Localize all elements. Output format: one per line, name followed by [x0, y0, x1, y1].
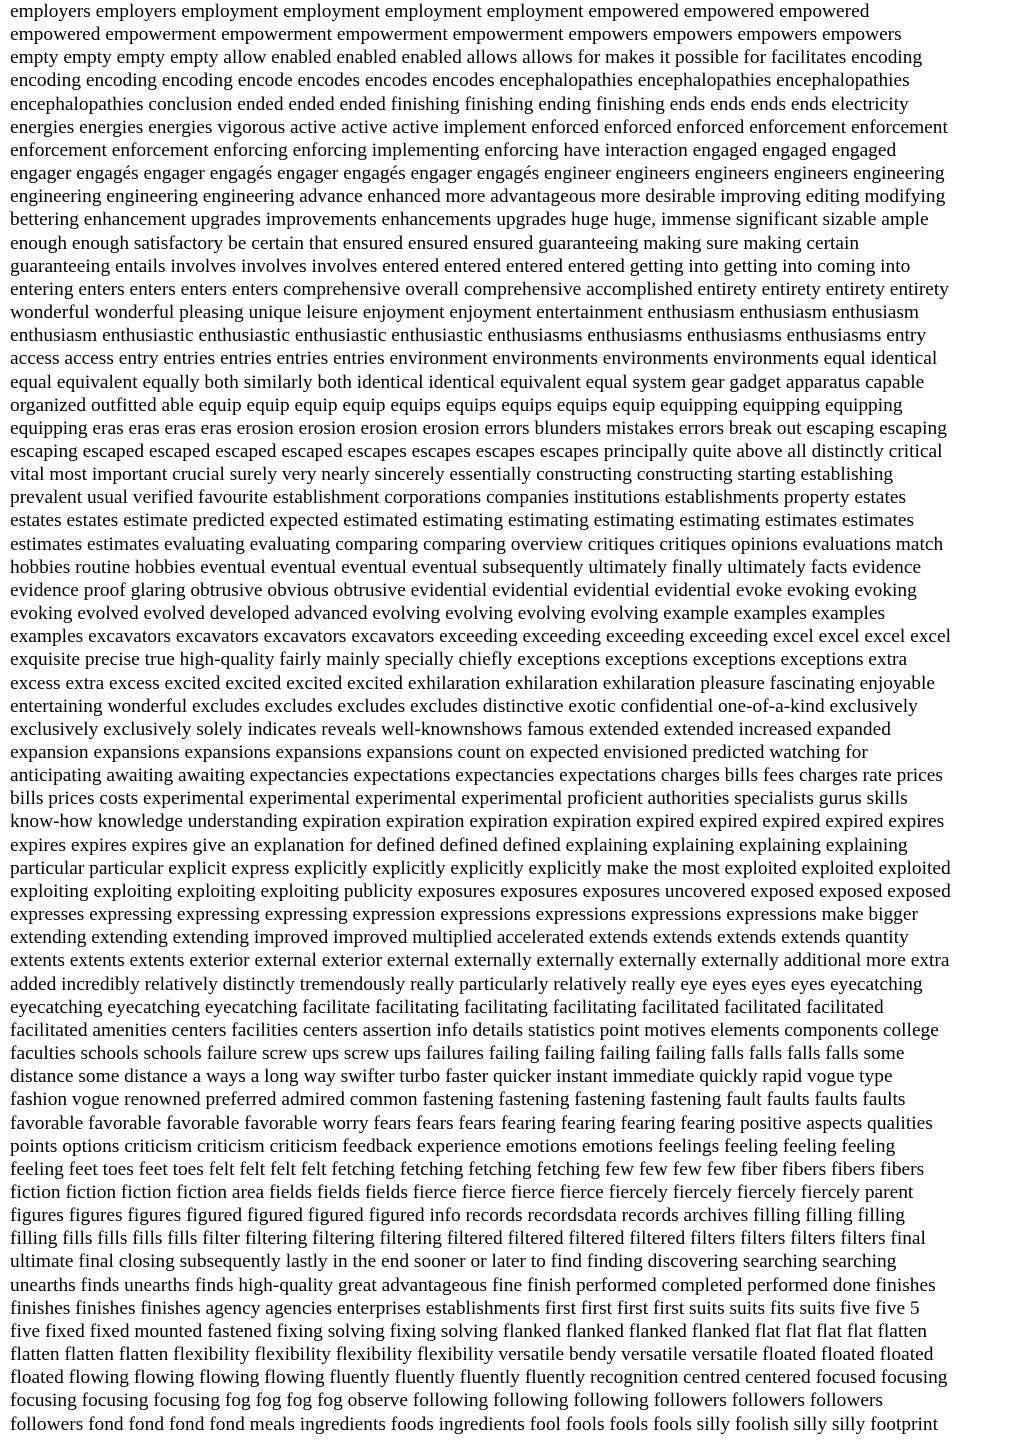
- text-line: evoking evolved evolved developed advanced evolving evolving evolving evolving example examples examples: [10, 603, 886, 625]
- text-line: energies energies energies vigorous active active active implement enforced enforced enforced enforcement enforcement: [10, 116, 948, 138]
- text-line: organized outfitted able equip equip equip equip equips equips equips equips equip equipping equipping equipping: [10, 394, 903, 416]
- text-line: encoding encoding encoding encode encodes encodes encodes encephalopathies encephalopathies encephalopathies: [10, 70, 910, 92]
- text-line: access access entry entries entries entries entries environment environments environments environments equal identical: [10, 348, 938, 370]
- text-line: know-how knowledge understanding expiration expiration expiration expiration expired expired expired expired expires: [10, 811, 945, 833]
- text-line: engineering engineering engineering advance enhanced more advantageous more desirable improving editing modifying: [10, 186, 946, 208]
- text-line: points options criticism criticism criticism feedback experience emotions emotions feelings feeling feeling feeling: [10, 1135, 896, 1157]
- text-line: ultimate final closing subsequently lastly in the end sooner or later to find finding discovering searching searching: [10, 1251, 897, 1273]
- text-line: figures figures figures figured figured figured figured info records recordsdata records archives filling filling filling: [10, 1205, 905, 1227]
- text-line: expresses expressing expressing expressing expression expressions expressions expressions expressions make bigger: [10, 904, 918, 926]
- text-line: favorable favorable favorable favorable worry fears fears fears fearing fearing fearing fearing positive aspects qualities: [10, 1112, 933, 1134]
- text-line: particular particular explicit express explicitly explicitly explicitly explicitly make the most exploited exploited exploited: [10, 857, 951, 879]
- text-line: enforcement enforcement enforcing enforcing implementing enforcing have interaction engaged engaged engaged: [10, 139, 897, 161]
- text-line: enough enough satisfactory be certain that ensured ensured ensured guaranteeing making sure making certain: [10, 232, 860, 254]
- text-line: fiction fiction fiction fiction area fields fields fields fierce fierce fierce fierce fiercely fiercely fiercely fiercely parent: [10, 1181, 914, 1203]
- text-line: expires expires expires give an explanation for defined defined defined explaining explaining explaining explaining: [10, 834, 908, 856]
- text-line: added incredibly relatively distinctly tremendously really particularly relatively really eye eyes eyes eyes eyecatching: [10, 973, 923, 995]
- text-line: expansion expansions expansions expansions expansions count on expected envisioned predicted watching for: [10, 742, 868, 763]
- text-line: vital most important crucial surely very nearly sincerely essentially constructing constructing starting establishing: [10, 464, 894, 486]
- text-line: excess extra excess excited excited excited excited exhilaration exhilaration exhilaration pleasure fascinating enjoyable: [10, 672, 935, 694]
- text-line: faculties schools schools failure screw ups screw ups failures failing failing failing failing falls falls falls falls some: [10, 1043, 905, 1065]
- text-line: extending extending extending improved improved multiplied accelerated extends extends extends extends quantity: [10, 927, 909, 949]
- text-line: eyecatching eyecatching eyecatching facilitate facilitating facilitating facilitating facilitated facilitated facilitated: [10, 996, 884, 1018]
- text-line: equipping eras eras eras eras erosion erosion erosion erosion errors blunders mistakes errors break out escaping escaping: [10, 417, 947, 439]
- text-line: followers fond fond fond fond meals ingredients foods ingredients fool fools fools fools silly foolish silly silly footprint: [10, 1413, 938, 1435]
- text-line: distance some distance a ways a long way swifter turbo faster quicker instant immediate quickly rapid vogue type: [10, 1066, 893, 1088]
- text-line: extents extents extents exterior external exterior external externally externally externally externally additional more extra: [10, 950, 950, 972]
- text-line: floated flowing flowing flowing flowing fluently fluently fluently fluently recognition centred centered focused focusing: [10, 1367, 948, 1389]
- text-line: empowered empowerment empowerment empowerment empowerment empowers empowers empowers empowers: [10, 24, 902, 46]
- text-line: examples excavators excavators excavators excavators exceeding exceeding exceeding exceeding excel excel excel excel: [10, 626, 951, 648]
- text-line: entertaining wonderful excludes excludes excludes excludes distinctive exotic confidential one-of-a-kind exclusively: [10, 695, 918, 717]
- body-text: [10, 0, 1016, 1436]
- text-line: hobbies routine hobbies eventual eventual eventual eventual subsequently ultimately finally ultimately facts evidence: [10, 556, 922, 578]
- text-line: entering enters enters enters enters comprehensive overall comprehensive accomplished entirety entirety entirety entirety: [10, 278, 949, 300]
- text-line: feeling feet toes feet toes felt felt felt felt fetching fetching fetching fetching few few few few fiber fibers fibers fibers: [10, 1158, 925, 1180]
- text-line: evidence proof glaring obtrusive obvious obtrusive evidential evidential evidential evidential evoke evoking evoking: [10, 579, 917, 601]
- text-line: fashion vogue renowned preferred admired common fastening fastening fastening fastening fault faults faults faults: [10, 1089, 906, 1111]
- text-line: estimates estimates evaluating evaluating comparing comparing overview critiques critiques opinions evaluations match: [10, 533, 944, 555]
- text-line: bettering enhancement upgrades improvements enhancements upgrades huge huge, immense significant sizable ample: [10, 209, 929, 231]
- text-line: bills prices costs experimental experimental experimental experimental proficient authorities specialists gurus skills: [10, 788, 908, 810]
- text-line: filling fills fills fills fills filter filtering filtering filtering filtered filtered filtered filtered filters filters filters filters final: [10, 1228, 926, 1250]
- text-line: facilitated amenities centers facilities centers assertion info details statistics point motives elements components college: [10, 1019, 939, 1041]
- text-line: exploiting exploiting exploiting exploiting publicity exposures exposures exposures uncovered exposed exposed exposed: [10, 880, 951, 902]
- text-line: empty empty empty empty allow enabled enabled enabled allows allows for makes it possible for facilitates encoding: [10, 47, 923, 69]
- text-line: anticipating awaiting awaiting expectancies expectations expectancies expectations charges bills fees charges rate prices: [10, 765, 943, 787]
- text-line: employers employers employment employment employment employment empowered empowered empowered: [10, 1, 870, 22]
- text-line: exclusively exclusively solely indicates reveals well-knownshows famous extended extended increased expanded: [10, 718, 891, 740]
- text-line: exquisite precise true high-quality fairly mainly specially chiefly exceptions exceptions exceptions exceptions extra: [10, 649, 908, 671]
- text-line: equal equivalent equally both similarly both identical identical equivalent equal system gear gadget apparatus capable: [10, 371, 925, 393]
- text-line: guaranteeing entails involves involves involves entered entered entered entered getting into getting into coming into: [10, 255, 911, 277]
- text-line: finishes finishes finishes agency agencies enterprises establishments first first first first suits suits fits suits five five 5: [10, 1297, 920, 1319]
- text-line: encephalopathies conclusion ended ended ended finishing finishing ending finishing ends ends ends ends electricity: [10, 93, 909, 115]
- text-line: engager engagés engager engagés engager engagés engager engagés engineer engineers engineers engineers engineering: [10, 163, 945, 185]
- text-line: estates estates estimate predicted expected estimated estimating estimating estimating estimating estimates estimates: [10, 510, 915, 532]
- text-line: prevalent usual verified favourite establishment corporations companies institutions establishments property estates: [10, 487, 907, 509]
- text-line: unearths finds unearths finds high-quality great advantageous fine finish performed completed performed done finishes: [10, 1274, 936, 1296]
- text-line: wonderful wonderful pleasing unique leisure enjoyment enjoyment entertainment enthusiasm enthusiasm enthusiasm: [10, 302, 919, 324]
- text-line: enthusiasm enthusiastic enthusiastic enthusiastic enthusiastic enthusiasms enthusiasms enthusiasms enthusiasms entry: [10, 325, 927, 347]
- text-line: escaping escaped escaped escaped escaped escapes escapes escapes escapes principally quite above all distinctly critical: [10, 440, 943, 462]
- text-line: five fixed fixed mounted fastened fixing solving fixing solving flanked flanked flanked flanked flat flat flat flat flatten: [10, 1320, 927, 1342]
- text-line: focusing focusing focusing fog fog fog fog observe following following following followers followers followers: [10, 1390, 883, 1412]
- text-line: flatten flatten flatten flexibility flexibility flexibility flexibility versatile bendy versatile versatile floated floated floated: [10, 1344, 934, 1366]
